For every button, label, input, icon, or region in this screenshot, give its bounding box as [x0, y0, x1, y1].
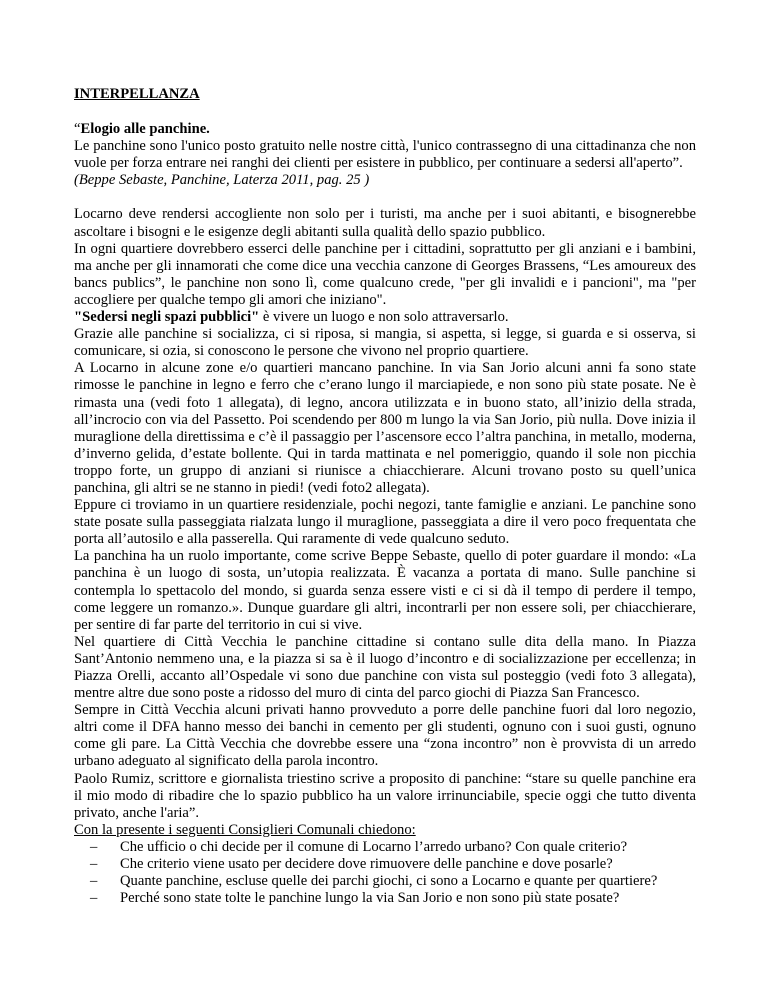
question-text: Perché sono state tolte le panchine lungo la via San Jorio e non sono più state posate? [120, 890, 620, 907]
paragraph: La panchina ha un ruolo importante, come scrive Beppe Sebaste, quello di poter guardare il mondo: «La panchina è un luogo di sosta, un’utopia realizzata. È vacanza a portata di mano. Sulle panchine si contempla lo spettacolo del mondo, si guarda senza essere visti e ci si dà il tempo di perdere il tempo, come leggere un romanzo.». Dunque guardare gli altri, incontrarli per non essere soli, per chiacchierare, per sentire di far parte del territorio in cui si vive. [74, 548, 696, 633]
bold-statement [74, 309, 696, 326]
bold-statement-emphasis: "Sedersi negli spazi pubblici" [74, 309, 260, 326]
question-text: Quante panchine, escluse quelle dei parchi giochi, ci sono a Locarno e quante per quartiere? [120, 873, 658, 890]
quote-heading-text: Elogio alle panchine. [80, 121, 210, 138]
dash-bullet: – [90, 856, 98, 873]
bold-statement-rest: è vivere un luogo e non solo attraversarlo. [259, 309, 509, 326]
questions-list [74, 839, 696, 907]
spacer [74, 103, 696, 121]
question-item [90, 839, 696, 856]
paragraph: Sempre in Città Vecchia alcuni privati hanno provveduto a porre delle panchine fuori dal loro negozio, altri come il DFA hanno messo dei banchi in cemento per gli studenti, ognuno con i suoi gusti, ognuno come gli pare. La Città Vecchia che dovrebbe essere una “zona incontro” non è provvista di un arredo urbano adeguato al significato della parola incontro. [74, 702, 696, 770]
dash-bullet: – [90, 890, 98, 907]
paragraph: Eppure ci troviamo in un quartiere residenziale, pochi negozi, tante famiglie e anziani. Le panchine sono state posate sulla passeggiata rialzata lungo il muraglione, passeggiata a dire il vero poco frequentata che porta all’autosilo e alla passerella. Qui raramente di vede qualcuno seduto. [74, 497, 696, 548]
quote-source: (Beppe Sebaste, Panchine, Laterza 2011, pag. 25 ) [74, 172, 370, 189]
question-item [90, 890, 696, 907]
document-title: INTERPELLANZA [74, 86, 200, 102]
question-item [90, 856, 696, 873]
question-text: Che criterio viene usato per decidere dove rimuovere delle panchine e dove posarle? [120, 856, 613, 873]
quote-open-mark: “ [74, 121, 81, 138]
dash-bullet: – [90, 873, 98, 890]
paragraph: Locarno deve rendersi accogliente non solo per i turisti, ma anche per i suoi abitanti, e bisognerebbe ascoltare i bisogni e le esigenze degli abitanti sulla qualità dello spazio pubblico. [74, 206, 696, 240]
paragraph: In ogni quartiere dovrebbero esserci delle panchine per i cittadini, soprattutto per gli anziani e i bambini, ma anche per gli innamorati che come dice una vecchia canzone di Georges Brassens, “Les amoureux des bancs publics”, le panchine non sono lì, come qualcuno crede, "per gli invalidi e i pancioni", ma "per accogliere per qualche tempo gli amori che iniziano". [74, 240, 696, 308]
quote-heading [74, 121, 696, 138]
document-page [74, 86, 696, 907]
paragraph: Grazie alle panchine si socializza, ci si riposa, si mangia, si aspetta, si legge, si guarda e si osserva, si comunicare, si ozia, si conoscono le persone che vivono nel proprio quartiere. [74, 326, 696, 360]
body-text [74, 206, 696, 821]
paragraph: A Locarno in alcune zone e/o quartieri mancano panchine. In via San Jorio alcuni anni fa sono state rimosse le panchine in legno e ferro che c’erano lungo il marciapiede, e non sono più state posate. Ne è rimasta una (vedi foto 1 allegata), di legno, ancora utilizzata e in buono stato, all’inizio della strada, all’incrocio con via del Passetto. Poi scendendo per 800 m lungo la via San Jorio, più nulla. Dove inizia il muraglione della direttissima e c’è il passaggio per l’ascensore ecco l’altra panchina, in metallo, moderna, d’inverno gelida, d’estate bollente. Qui in tarda mattinata e nel pomeriggio, quando il sole non picchia troppo forte, un gruppo di anziani si riunisce a chiacchierare. Alcuni trovano posto su quell’unica panchina, gli altri se ne stanno in piedi! (vedi foto2 allegata). [74, 360, 696, 496]
quote-text: Le panchine sono l'unico posto gratuito nelle nostre città, l'unico contrassegno di una cittadinanza che non vuole per forza entrare nei ranghi dei clienti per esistere in pubblico, per continuare a sedersi all'aperto”. [74, 138, 696, 172]
spacer [74, 189, 696, 206]
paragraph: Paolo Rumiz, scrittore e giornalista triestino scrive a proposito di panchine: “stare su quelle panchine era il mio modo di ribadire che lo spazio pubblico ha un valore irrinunciabile, specie oggi che tutto diventa privato, anche l'aria”. [74, 770, 696, 821]
paragraph: Nel quartiere di Città Vecchia le panchine cittadine si contano sulle dita della mano. In Piazza Sant’Antonio nemmeno una, e la piazza si sa è il luogo d’incontro e di socializzazione per eccellenza; in Piazza Orelli, accanto all’Ospedale vi sono due panchine con vista sul posteggio (vedi foto 3 allegata), mentre altre due sono poste a ridosso del muro di cinta del parco giochi di Piazza San Francesco. [74, 633, 696, 702]
question-text: Che ufficio o chi decide per il comune di Locarno l’arredo urbano? Con quale criterio? [120, 838, 628, 855]
quote-block [74, 121, 696, 189]
dash-bullet: – [90, 838, 98, 855]
question-item [90, 873, 696, 890]
questions-intro: Con la presente i seguenti Consiglieri Comunali chiedono: [74, 821, 416, 838]
